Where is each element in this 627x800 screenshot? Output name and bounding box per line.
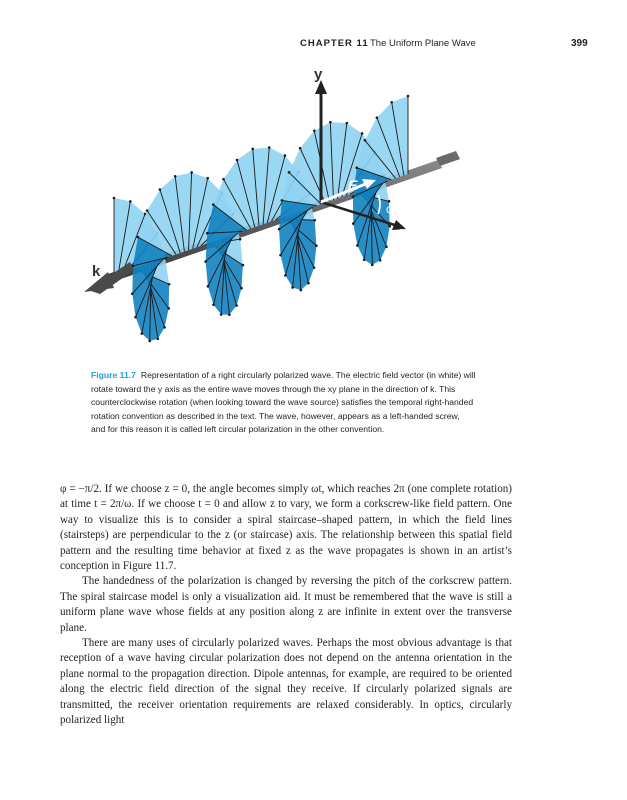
field-vector-head bbox=[137, 236, 140, 239]
chapter-label: CHAPTER 11 bbox=[300, 38, 369, 49]
body-text bbox=[60, 482, 512, 729]
field-vector-head bbox=[220, 313, 223, 316]
field-vector-head bbox=[240, 287, 243, 290]
figure-caption bbox=[91, 369, 476, 437]
field-vector-head bbox=[288, 171, 291, 174]
field-vector-head bbox=[129, 200, 132, 203]
field-vector-head bbox=[291, 286, 294, 289]
field-vector-head bbox=[278, 228, 281, 231]
y-label: y bbox=[314, 66, 323, 83]
field-vector-head bbox=[167, 307, 170, 310]
field-vector-head bbox=[148, 340, 151, 343]
field-vector-head bbox=[355, 166, 358, 169]
field-vector-head bbox=[390, 101, 393, 104]
field-vector-head bbox=[134, 316, 137, 319]
caption-text: Representation of a right circularly polarized wave. The electric field vector (in white) will rotate toward the y axis as the entire wave moves through the xy plane in the direction of k. This counterclockwise rotation (when looking toward the wave source) satisfies the temporal right-handed rotation convention as described in the text. The wave, however, appears as a left-handed screw, and for this reason it is called left circular polarization in the other convention. bbox=[91, 370, 476, 434]
field-vector-head bbox=[168, 283, 171, 286]
field-vector-head bbox=[206, 177, 209, 180]
omega-t-label: ωt bbox=[386, 202, 399, 216]
field-vector-head bbox=[385, 245, 388, 248]
field-vector-head bbox=[239, 238, 242, 241]
e-label: E bbox=[348, 177, 358, 193]
caption-label: Figure 11.7 bbox=[91, 370, 136, 380]
field-vector-head bbox=[284, 154, 287, 157]
field-vector-head bbox=[313, 219, 316, 222]
field-vector-head bbox=[361, 132, 364, 135]
chapter-title: The Uniform Plane Wave bbox=[370, 38, 476, 49]
field-vector-head bbox=[207, 285, 210, 288]
field-vector-head bbox=[299, 147, 302, 150]
field-vector-head bbox=[364, 139, 367, 142]
field-vector-head bbox=[407, 95, 410, 98]
paragraph-3: There are many uses of circularly polarized waves. Perhaps the most obvious advantage is that reception of a wave having circular polarization does not depend on the antenna orientation in the plane normal to the propagation direction. Dipole antennas, for example, are required to be oriented along the electric field direction of the signal they receive. If circularly polarized signals are transmitted, the receiver orientation requirements are relaxed considerably. In optics, circularly polarized light bbox=[60, 637, 512, 727]
field-vector-head bbox=[356, 244, 359, 247]
field-vector-head bbox=[131, 292, 134, 295]
field-vector-head bbox=[140, 332, 143, 335]
field-vector-head bbox=[268, 146, 271, 149]
field-vector-head bbox=[371, 264, 374, 267]
field-vector-head bbox=[315, 244, 318, 247]
field-vector-head bbox=[388, 225, 391, 228]
field-vector-head bbox=[251, 148, 254, 151]
field-vector-head bbox=[236, 159, 239, 162]
field-vector-head bbox=[329, 121, 332, 124]
x-label: x bbox=[400, 224, 408, 239]
field-vector-head bbox=[235, 304, 238, 307]
helix-fans bbox=[113, 95, 410, 343]
field-vector-head bbox=[146, 209, 149, 212]
field-vector-head bbox=[157, 337, 160, 340]
field-vector-head bbox=[228, 313, 231, 316]
field-vector-head bbox=[284, 274, 287, 277]
helix-illustration bbox=[78, 62, 478, 362]
field-vector-head bbox=[206, 232, 209, 235]
field-vector-head bbox=[279, 254, 282, 257]
field-vector-head bbox=[113, 197, 116, 200]
field-vector-head bbox=[300, 289, 303, 292]
field-vector-head bbox=[313, 130, 316, 133]
paragraph-1: φ = −π/2. If we choose z = 0, the angle becomes simply ωt, which reaches 2π (one complete rotation) at time t = 2π/ω. If we choose t = 0 and allow z to vary, we form a corkscrew-like field pattern. One way to visualize this is to consider a spiral staircase–shaped pattern, in which the field lines (stairsteps) are perpendicular to the z (or staircase) axis. The relationship between this spatial field pattern and the resulting time behavior at fixed z as the wave propagates is shown in an artist’s conception in Figure 11.7. bbox=[60, 483, 512, 573]
field-vector-head bbox=[159, 188, 162, 191]
field-vector-head bbox=[212, 203, 215, 206]
page-number: 399 bbox=[571, 38, 588, 49]
k-label: k bbox=[92, 263, 101, 280]
field-vector-head bbox=[163, 326, 166, 329]
field-vector-head bbox=[204, 260, 207, 263]
field-vector-head bbox=[212, 303, 215, 306]
field-vector-head bbox=[190, 171, 193, 174]
field-vector-head bbox=[363, 258, 366, 261]
field-vector-head bbox=[222, 178, 225, 181]
field-vector-head bbox=[307, 282, 310, 285]
paragraph-2: The handedness of the polarization is changed by reversing the pitch of the corkscrew pattern. The spiral staircase model is only a visualization aid. It must be remembered that the wave is still a uniform plane wave whose fields at any position along z are infinite in extent over the transverse plane. bbox=[60, 575, 512, 634]
field-vector-head bbox=[313, 266, 316, 269]
field-vector-head bbox=[352, 195, 355, 198]
field-vector-head bbox=[346, 122, 349, 125]
field-vector-head bbox=[174, 175, 177, 178]
field-vector-head bbox=[379, 259, 382, 262]
field-vector-head bbox=[281, 199, 284, 202]
figure-11-7 bbox=[78, 62, 478, 362]
page-header bbox=[0, 38, 627, 52]
field-vector-head bbox=[352, 222, 355, 225]
field-vector-head bbox=[376, 116, 379, 119]
field-vector-head bbox=[242, 264, 245, 267]
